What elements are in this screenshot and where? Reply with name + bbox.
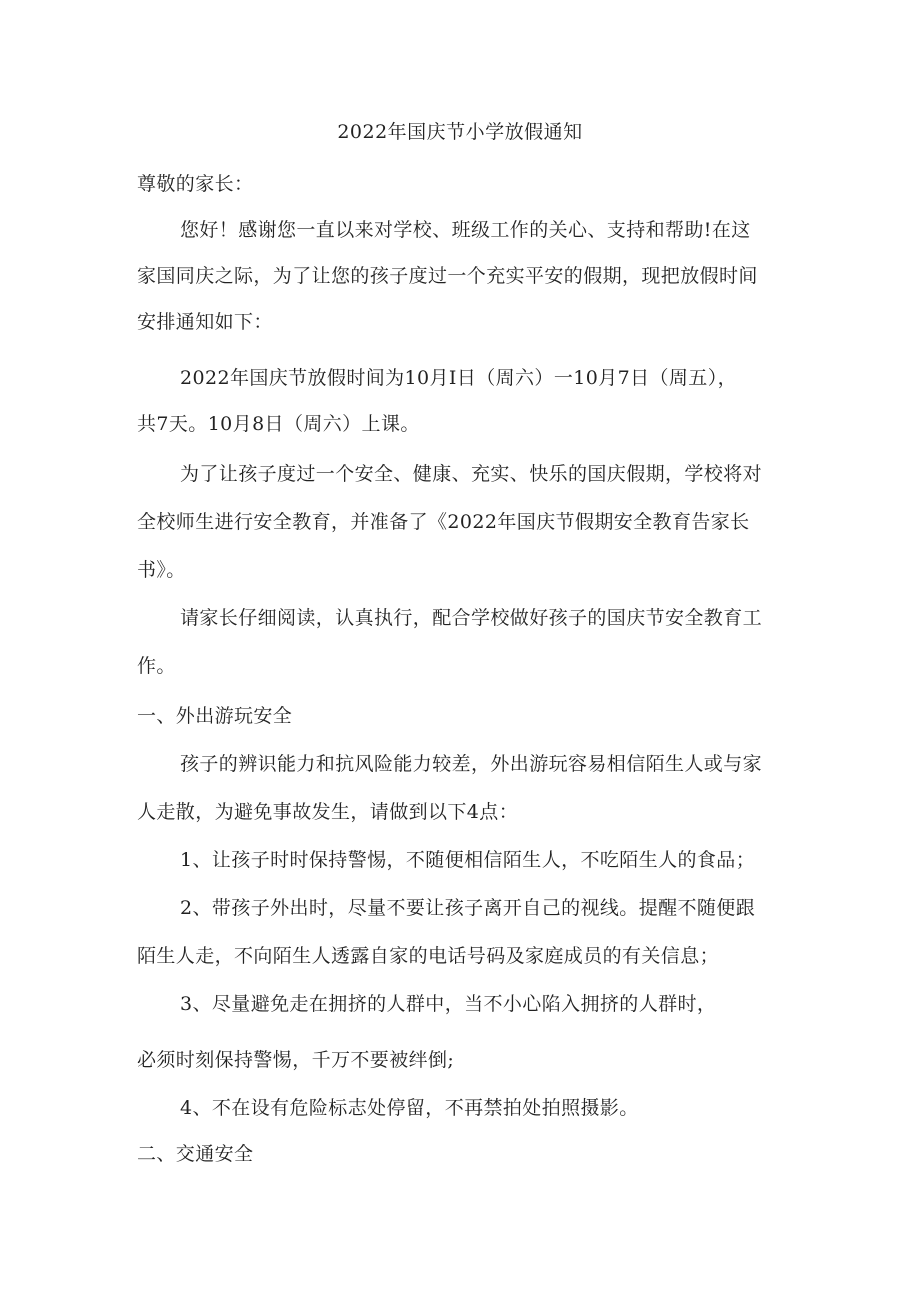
- paragraph4-line1: 请家长仔细阅读，认真执行，配合学校做好孩子的国庆节安全教育工: [180, 607, 763, 629]
- paragraph1-line1: 您好！感谢您一直以来对学校、班级工作的关心、支持和帮助!在这: [180, 219, 751, 241]
- paragraph2-line1: 2022年国庆节放假时间为10月I日（周六）一10月7日（周五），: [180, 367, 738, 389]
- section1-item4: 4、不在设有危险标志处停留，不再禁拍处拍照摄影。: [180, 1097, 639, 1119]
- paragraph4-line2: 作。: [137, 655, 176, 677]
- section1-intro-line2: 人走散，为避免事故发生，请做到以下4点：: [137, 801, 519, 823]
- section2-heading: 二、交通安全: [137, 1143, 254, 1165]
- salutation: 尊敬的家长：: [137, 173, 254, 195]
- section1-item2-line1: 2、带孩子外出时，尽量不要让孩子离开自己的视线。提醒不随便跟: [180, 897, 756, 919]
- paragraph3-line1: 为了让孩子度过一个安全、健康、充实、快乐的国庆假期，学校将对: [180, 463, 763, 485]
- paragraph3-line3: 书》。: [137, 559, 186, 581]
- paragraph1-line2: 家国同庆之际，为了让您的孩子度过一个充实平安的假期，现把放假时间: [137, 265, 758, 287]
- section1-intro-line1: 孩子的辨识能力和抗风险能力较差，外出游玩容易相信陌生人或与家: [180, 753, 763, 775]
- paragraph1-line3: 安排通知如下：: [137, 311, 273, 333]
- section1-item3-line1: 3、尽量避免走在拥挤的人群中，当不小心陷入拥挤的人群时，: [180, 993, 717, 1015]
- section1-item1: 1、让孩子时时保持警惕，不随便相信陌生人，不吃陌生人的食品；: [180, 849, 756, 871]
- section1-heading: 一、外出游玩安全: [137, 705, 293, 727]
- document-title: 2022年国庆节小学放假通知: [337, 121, 583, 143]
- section1-item2-line2: 陌生人走，不向陌生人透露自家的电话号码及家庭成员的有关信息；: [137, 945, 720, 967]
- section1-item3-line2: 必须时刻保持警惕，千万不要被绊倒;: [137, 1049, 455, 1071]
- paragraph3-line2: 全校师生进行安全教育，并准备了《2022年国庆节假期安全教育告家长: [137, 511, 750, 533]
- paragraph2-line2: 共7天。10月8日（周六）上课。: [137, 413, 420, 435]
